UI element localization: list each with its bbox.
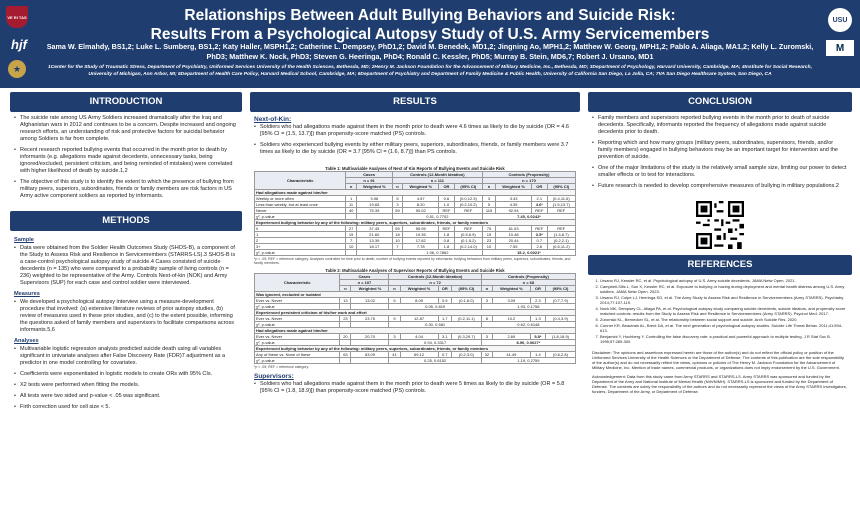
table-cell: 10 [482, 244, 495, 250]
results-heading: RESULTS [250, 92, 580, 112]
column-header: Weighted % [496, 184, 532, 190]
table-cell: 20.44 [496, 238, 532, 244]
table-cell: (0.1,6.0) [451, 298, 481, 304]
table-cell: 92.94 [496, 208, 532, 214]
table-header-row [255, 172, 576, 178]
table-cell: 3 [389, 334, 400, 340]
conclusion-bullet: • Future research is needed to develop comprehensive measures of bullying in military populations.2 [592, 183, 848, 190]
table-cell: 10.2 [492, 316, 530, 322]
table-cell: (0.7,7.9) [545, 298, 575, 304]
table-cell: 7.55 [496, 244, 532, 250]
seal-logo-text: ★ [12, 63, 22, 74]
table-cell: (0.2,14.0) [454, 244, 482, 250]
controls-propensity-n: n = 68 [481, 280, 575, 286]
table-cell: 1.7 [438, 316, 451, 322]
introduction-heading: INTRODUCTION [10, 92, 242, 112]
cases-n: n = 107 [340, 280, 389, 286]
column-header: n [482, 184, 495, 190]
nok-list [254, 124, 576, 156]
table-cell: 3.96 [356, 196, 392, 202]
table-cell: 3 [482, 196, 495, 202]
reference-item: 3. Ursano RJ, Colpe LJ, Heeringa SG, et al. The Army Study to Assess Risk and Resilience in Servicemembers (Army STARRS). Psychiatry. 2014;77:107-119. [600, 295, 848, 305]
table-cell: 8 [481, 316, 492, 322]
table-cell: 55.95 [403, 226, 439, 232]
table-cell: 10 [392, 238, 402, 244]
table-cell: (0.5,6.9) [454, 232, 482, 238]
introduction-list [14, 115, 238, 200]
stat-cell: 0.51, 0.7702 [392, 214, 482, 220]
column-header: OR [439, 184, 454, 190]
nok-bullet: • Soldiers who experienced bullying events by either military peers, superiors, subordinates, friends, or family members were 3.7 times as likely to die by suicide (OR = 3.7 [95% CI = (1.6, 8.7)]) than PS controls. [254, 142, 576, 156]
conclusion-heading: CONCLUSION [588, 92, 852, 112]
table-cell: 32 [481, 352, 492, 358]
table-cell: 41 [389, 352, 400, 358]
supervisor-results [250, 369, 580, 402]
table-cell: (0.6,2.8) [545, 352, 575, 358]
row-group-label: Experienced bullying behavior by any of the following: military peers, superiors, subordinates, friends, or family members [255, 220, 576, 226]
harvard-logo-text: VE RI TAS [7, 14, 27, 20]
row-group-label: Experienced persistent criticism of his/her work and effort [255, 310, 576, 316]
table-cell: 8.09 [400, 298, 438, 304]
methods-body [10, 231, 242, 418]
table-cell: REF [547, 226, 575, 232]
table-cell: REF [454, 208, 482, 214]
table-cell: 2.1 [532, 196, 547, 202]
row-label: 3+ [255, 244, 346, 250]
table-cell: 75.39 [356, 208, 392, 214]
results-body [250, 112, 580, 163]
analyses-bullet: • Coefficients were exponentiated in logistic models to create ORs with 95% CIs. [14, 371, 238, 378]
analyses-bullet: • X2 tests were performed when fitting the models. [14, 382, 238, 389]
stat-cell: 1.93, 0.1756 [481, 304, 575, 310]
analyses-bullet: • Firth correction used for cell size < 5. [14, 404, 238, 411]
cases-header: Cases [340, 274, 389, 280]
column-header: Weighted % [492, 286, 530, 292]
row-group-label: Was ignored, excluded or isolated [255, 292, 576, 298]
reference-item: 2. Campbell-Sills L, Sun X, Kessler RC, et al. Exposure to bullying or hazing during deployment and mental health distress among U.S. Army soldiers. JAMA Netw Open. 2023. [600, 284, 848, 294]
title-line-1: Relationships Between Adult Bullying Behaviors and Suicide Risk: [184, 7, 676, 24]
table-cell: 4.04 [400, 334, 438, 340]
table-cell [356, 250, 392, 256]
table-cell: 21.60 [356, 232, 392, 238]
table2-footnote: *p < .05; REF = reference category. [254, 365, 309, 369]
table-cell: REF [454, 226, 482, 232]
table-cell: REF [439, 208, 454, 214]
affiliations: 1Center for the Study of Traumatic Stress, Department of Psychiatry, Uniformed Services University of the Health Sciences, Bethesda, MD; 2Henry M. Jackson Foundation for the Advancement of Military Medicine, Inc., Bethesda, MD; 3Department of Psychology, Harvard University, Cambridge, MA; 4Institute for Social Research, University of Michigan, Ann Arbor, MI; 5Department of Health Care Policy, Harvard Medical School, Cambridge, MA; 6Department of Psychiatry and Department of Family Medicine & Public Health, University of California San Diego, La Jolla, CA; 7VA San Diego Healthcare System, San Diego, CA [48, 65, 812, 77]
table-cell: 0.9 [438, 298, 451, 304]
stat-cell: 1.19, 0.2759 [481, 358, 575, 364]
table-cell: 3.33 [496, 196, 532, 202]
table-cell: 4.57 [403, 196, 439, 202]
table-cell [346, 250, 356, 256]
row-group-label: Experienced bullying behavior by any of the following: military peers, superiors, subordinates, friends, or family members [255, 346, 576, 352]
harvard-shield-logo [6, 6, 28, 28]
column-header: (95% CI) [545, 286, 575, 292]
table-cell: 18.17 [356, 244, 392, 250]
table-cell: 2.69 [492, 334, 530, 340]
table-cell: 75 [482, 226, 495, 232]
table-cell: 40 [346, 208, 356, 214]
controls-header: Controls (12-Month Ideation) [392, 172, 482, 178]
conclusion-body [588, 112, 852, 197]
column-header: OR [530, 286, 545, 292]
table-cell: 0.6 [439, 196, 454, 202]
poster-title [40, 6, 820, 44]
table-cell: (1.8,18.9) [545, 334, 575, 340]
table-cell: 5 [392, 196, 402, 202]
conclusion-list [592, 115, 848, 190]
column-header: Weighted % [351, 286, 389, 292]
column-header: (95% CI) [451, 286, 481, 292]
conclusion-bullet: • Reporting which and how many groups (military peers, subordinates, supervisors, friends, and/or family members) engaged in bullying behaviors may be an important target for intervention and the prevention of suicide. [592, 140, 848, 161]
table-cell: 8.20 [403, 202, 439, 208]
sample-heading: Sample [14, 237, 34, 243]
references-body [588, 275, 852, 348]
column-header: (95% CI) [454, 184, 482, 190]
qr-code[interactable] [696, 201, 744, 249]
table-row [255, 358, 576, 364]
reference-item: 7. Benjamini Y, Hochberg Y. Controlling the false discovery rate: a practical and powerful approach to multiple testing. J R Stat Soc B. 1995;57:289-300. [600, 334, 848, 344]
analyses-bullet: • All tests were two sided and p-value < .05 was significant. [14, 393, 238, 400]
table-cell: (0.3,29.7) [451, 334, 481, 340]
table-cell: 23.75 [351, 316, 389, 322]
table-cell [340, 358, 351, 364]
column-header: n [392, 184, 402, 190]
table1 [254, 171, 576, 256]
column-header: Weighted % [400, 286, 438, 292]
table-cell: (1.5,13.7) [547, 202, 575, 208]
table-cell: 3 [481, 298, 492, 304]
table-cell: 115 [482, 208, 495, 214]
stat-cell: 7.45, 0.0242* [482, 214, 575, 220]
umich-logo [826, 40, 854, 56]
row-label: Never [255, 208, 346, 214]
stat-cell: 15.2, 0.0021* [482, 250, 575, 256]
stat-cell: 0.94, 0.3317 [389, 340, 481, 346]
poster-header [0, 0, 860, 88]
table1-wrap [250, 166, 580, 265]
table-cell: 3.5* [532, 232, 547, 238]
table-cell: 61.53 [496, 226, 532, 232]
conclusion-bullet: • One of the major limitations of the study is the relatively small sample size, limiting our power to detect smaller effects or to test for interactions. [592, 165, 848, 179]
table-cell: 1.8 [439, 244, 454, 250]
row-label: χ², p-value [255, 358, 340, 364]
characteristic-header: Characteristic [255, 172, 346, 190]
table-cell: 19.65 [356, 202, 392, 208]
references-heading: REFERENCES [588, 255, 852, 275]
table-cell: 1.3 [530, 316, 545, 322]
row-label: 0 [255, 226, 346, 232]
qr-code-graphic [696, 201, 744, 249]
row-label: 1 [255, 232, 346, 238]
introduction-body [10, 112, 242, 207]
table-cell: 15 [346, 232, 356, 238]
row-label: χ², p-value [255, 322, 340, 328]
table-cell: 1.8 [439, 232, 454, 238]
table-cell: 0.8 [439, 238, 454, 244]
acknowledgement: Acknowledgement: Data from this study came from Army STARRS and STARRS-LS. Army STARRS was sponsored and funded by the Department of the Army and National Institute of Mental Health (NIH/NIMH). STARRS-LS is sponsored and funded by the Department of Defense. The contents are solely the responsibility of the authors and do not necessarily represent the views of the Army STARRS investigators, funders, Department of the Army, or Department of Defense. [592, 374, 847, 394]
analyses-list [14, 346, 238, 411]
table-cell: 90.02 [403, 208, 439, 214]
table-cell: (1.4,8.7) [547, 232, 575, 238]
table-cell: 12.87 [400, 316, 438, 322]
table-cell: (0.0,12.3) [454, 196, 482, 202]
reference-item: 4. Nock MK, Dempsey CL, Aliaga PA, et al. Psychological autopsy study comparing suicide decedents, suicide ideators, and propensity score matched controls: results from the Study to Assess Risk and Resilience in Servicemembers (Army STARRS). Psychol Med. 2017. [600, 306, 848, 316]
analyses-bullet: • Multivariable logistic regression analysis predicted suicide death using all variables significant in univariate analyses after False Discovery Rate (FDR)7 adjustment as a predictor in one model controlling for covariates. [14, 346, 238, 367]
controls-n: n = 111 [392, 178, 482, 184]
cases-n: n = 91 [346, 178, 392, 184]
table-cell: 1 [346, 196, 356, 202]
table-cell: 3 [481, 334, 492, 340]
table-cell: 23 [340, 316, 351, 322]
row-label: 2 [255, 238, 346, 244]
table-cell: 0.7 [438, 352, 451, 358]
reference-item: 1. Ursano RJ, Kessler RC, et al. Psychological autopsy of U.S. Army suicide decedents. JAMA Netw Open. 2021. [600, 278, 848, 283]
row-group-label: Had allegations made against him/her [255, 328, 576, 334]
table-cell: 18 [392, 232, 402, 238]
controls-propensity-header: Controls (Propensity) [482, 172, 575, 178]
measures-bullet: • We developed a psychological autopsy interview using a measure-development procedure that involved: (a) extensive literature reviews of prior autopsy studies, (b) review of measures used in these prior studies, and (c) to the extent possible, informing the questions asked of family members and supervisors to facilitate comparisons across informants.5,6 [14, 299, 238, 334]
row-label: Ever vs. Never [255, 334, 340, 340]
table2 [254, 273, 576, 364]
table1-caption: Table 1: Multivariable Analyses of Next of Kin Reports of Bullying Events and Suicide Risk [325, 166, 505, 171]
table-cell: (0.2,10.2) [454, 202, 482, 208]
table-cell: REF [547, 208, 575, 214]
table-cell: 17.82 [403, 238, 439, 244]
hjf-logo-text: hjf [11, 36, 27, 52]
table-cell: 1.4 [530, 352, 545, 358]
table-cell: 7 [392, 244, 402, 250]
table-cell: 2.3 [530, 298, 545, 304]
table2-caption: Table 2: Multivariable Analyses of Supervisor Reports of Bullying Events and Suicide Risk [325, 268, 505, 273]
stat-cell: 0.62, 0.6148 [481, 322, 575, 328]
supervisor-list [254, 381, 576, 395]
controls-header: Controls (12-Month Ideation) [389, 274, 481, 280]
table2-wrap [250, 268, 580, 369]
university-seal-logo [8, 60, 26, 78]
table-cell: (0.6,11.2) [547, 244, 575, 250]
sample-bullet: • Data were obtained from the Soldier Health Outcomes Study (SHOS-B), a component of the Study to Assess Risk and Resilience in Servicemembers (STARRS-LS).3 SHOS-B is a case-control psychological autopsy study of suicide.4 Cases consisted of suicide decedents (n = 135) who were compared to a probability sample of living controls (n = 236) weighted to be representative of the Army. Controls Next-of-kin (NOK) and Army Supervisors (SUP) for each case and control soldier were interviewed. [14, 245, 238, 287]
table-cell: 7 [346, 238, 356, 244]
table-cell: 7.78 [403, 244, 439, 250]
row-label: χ², p-value [255, 340, 340, 346]
hjf-logo [4, 36, 34, 52]
table-cell: (0.4,11.6) [547, 196, 575, 202]
stat-cell: 0.30, 0.581 [389, 322, 481, 328]
table-cell: 69.12 [400, 352, 438, 358]
column-header: OR [438, 286, 451, 292]
table-cell: 41.49 [492, 352, 530, 358]
umich-logo-text: M [835, 42, 845, 54]
row-group-label: Had allegations made against him/her [255, 190, 576, 196]
left-column [10, 92, 242, 512]
row-label: χ², p-value [255, 250, 346, 256]
table-cell: REF [439, 226, 454, 232]
nok-bullet: • Soldiers who had allegations made against them in the month prior to death were 4.6 times as likely to die by suicide (OR = 4.6 [95% CI = (1.5, 13.7)]) than propensity-score matched (PS) controls. [254, 124, 576, 138]
usu-logo-text: USU [832, 16, 848, 24]
table-cell: 4.35 [496, 202, 532, 208]
table-cell: 10.48 [496, 232, 532, 238]
table-cell: 5 [482, 202, 495, 208]
middle-column [250, 92, 580, 512]
row-label: Any of these vs. None of these [255, 352, 340, 358]
characteristic-header: Characteristic [255, 274, 340, 292]
table-cell: 10 [346, 244, 356, 250]
analyses-heading: Analyses [14, 338, 39, 344]
table-row [255, 250, 576, 256]
controls-propensity-n: n = 170 [482, 178, 575, 184]
measures-heading: Measures [14, 291, 40, 297]
table-cell: 3.1 [438, 334, 451, 340]
conclusion-bullet: • Family members and supervisors reported bullying events in the month prior to death of suicide decedents. Specifically, informants reported the frequency of allegations made against suicide decedents prior to death. [592, 115, 848, 136]
right-column [588, 92, 852, 512]
author-list: Sama W. Elmahdy, BS1,2; Luke L. Sumberg, BS1,2; Katy Haller, MSPH1,2; Catherine L. Dempsey, PhD1,2; David M. Benedek, MD1,2; Jingning Ao, MPH1,2; Matthew W. Georg, MPH1,2; Pablo A. Aliaga, MA1,2; Kelly L. Zuromski, PhD3; Matthew K. Nock, PhD3; Steven G. Heeringa, PhD4; Ronald C. Kessler, PhD5; Murray B. Stein, MD6,7; Robert J. Ursano, MD1 [46, 42, 814, 61]
table1-footnote: *p < .05; REF = reference category. Analyses controlled for time prior to death; number of bullying events reported by informants; bullying behaviors from military peers, superiors, subordinates, friends, and family members. [254, 257, 571, 265]
table-cell: 63 [340, 352, 351, 358]
nok-heading: Next-of-Kin: [254, 116, 292, 123]
supervisor-bullet: • Soldiers who had allegations made against them in the month prior to death were 5 times as likely to die by suicide (OR = 5.8 [95% CI = (1.8, 18.9)]) than propensity-score matched (PS) controls. [254, 381, 576, 395]
table-cell: 20.70 [351, 334, 389, 340]
column-header: OR [532, 184, 547, 190]
cases-header: Cases [346, 172, 392, 178]
table-cell: 13 [340, 298, 351, 304]
table-cell: 59 [392, 208, 402, 214]
reference-item: 6. Conner KR, Beautrais AL, Brent DA, et al. The next generation of psychological autopsy studies. Suicide Life Threat Behav. 2011;41:594-613. [600, 323, 848, 333]
table-cell: (0.2,2.1) [547, 238, 575, 244]
table-cell: (0.1,5.2) [454, 238, 482, 244]
table-cell: 3.09 [492, 298, 530, 304]
measures-list [14, 299, 238, 334]
table-cell: 13.39 [356, 238, 392, 244]
title-line-2: Results From a Psychological Autopsy Study of U.S. Army Servicemembers [150, 26, 710, 43]
table-cell: 15 [482, 232, 495, 238]
column-header: n [389, 286, 400, 292]
column-header: Weighted % [356, 184, 392, 190]
methods-heading: METHODS [10, 211, 242, 231]
table-cell: 23 [482, 238, 495, 244]
column-header: (95% CI) [547, 184, 575, 190]
usu-logo [828, 8, 852, 32]
row-label: Weekly or more often [255, 196, 346, 202]
table-cell [351, 358, 389, 364]
table-cell: 13.02 [351, 298, 389, 304]
references-list [592, 278, 848, 344]
sample-list [14, 245, 238, 287]
table-cell: 27 [346, 226, 356, 232]
table-cell: (0.2,3.0) [451, 352, 481, 358]
stat-cell: 1.06, 0.7862 [392, 250, 482, 256]
table-cell: 4.6* [532, 202, 547, 208]
supervisors-heading: Supervisors: [254, 373, 294, 380]
table-cell: 2.6 [532, 244, 547, 250]
table-cell: 1.0 [439, 202, 454, 208]
table-cell: 9 [389, 316, 400, 322]
table-cell: 59 [392, 226, 402, 232]
table-cell: REF [532, 208, 547, 214]
row-label: Ever vs. Never [255, 316, 340, 322]
table-cell: 11 [346, 202, 356, 208]
table-cell: 20 [340, 334, 351, 340]
stat-cell: 0.25, 0.6152 [389, 358, 481, 364]
row-label: χ², p-value [255, 304, 340, 310]
column-header: n [481, 286, 492, 292]
column-header: Weighted % [403, 184, 439, 190]
table-cell: (0.2,11.1) [451, 316, 481, 322]
table-header-row [255, 274, 576, 280]
reference-item: 5. Zuromski KL, Bernecker SL, et al. The relationship between social support and suicide. Arch Suicide Res. 2020. [600, 317, 848, 322]
table-cell: REF [532, 226, 547, 232]
row-label: χ², p-value [255, 214, 346, 220]
introduction-bullet: • The objective of this study is to identify the extent to which the presence of bullying from military peers, superiors, subordinates, friends or family members are risk factors in US Army active component soldiers as reported by informants. [14, 179, 238, 200]
table-cell: 3 [392, 202, 402, 208]
stat-cell: 8.90, 0.0027* [481, 340, 575, 346]
stat-cell: 0.05, 0.819 [389, 304, 481, 310]
column-header: n [340, 286, 351, 292]
table-cell: 37.45 [356, 226, 392, 232]
disclaimer: Disclaimer: The opinions and assertions expressed herein are those of the author(s) and do not reflect the official policy or position of the Uniformed Services University of the Health Sciences or the Department of Defense. The contents of this publication are the sole responsibility of the author(s) and do not necessarily reflect the views, opinions or policies of The Henry M. Jackson Foundation for the Advancement of Military Medicine, Inc. Mention of trade names, commercial products, or organizations does not imply endorsement by the U.S. Government. [592, 350, 845, 370]
controls-propensity-header: Controls (Propensity) [481, 274, 575, 280]
table-cell: 5.8* [530, 334, 545, 340]
row-label: Ever vs. Never [255, 298, 340, 304]
column-header: n [346, 184, 356, 190]
table-cell: 63.09 [351, 352, 389, 358]
table-cell: 0.7 [532, 238, 547, 244]
introduction-bullet: • The suicide rate among US Army Soldiers increased dramatically after the Iraq and Afghanistan wars in 2012 and continues to be a concern. Despite increased and ongoing research efforts, an understanding of risk and protective factors for suicidal behavior among Soldiers is far from complete. [14, 115, 238, 143]
row-label: Less than weekly, but at least once [255, 202, 346, 208]
controls-n: n = 72 [389, 280, 481, 286]
table-cell: (0.4,3.9) [545, 316, 575, 322]
table-cell: 5 [389, 298, 400, 304]
table-cell: 19.35 [403, 232, 439, 238]
introduction-bullet: • Recent research reported bullying events that occurred in the month prior to death by informants (e.g. allegations made against decedents, unnecessary tasks, being ignored/excluded, persistent criticism, and being reminded of mistakes) were correlated with higher likelihood of death by suicide.1,2 [14, 147, 238, 175]
